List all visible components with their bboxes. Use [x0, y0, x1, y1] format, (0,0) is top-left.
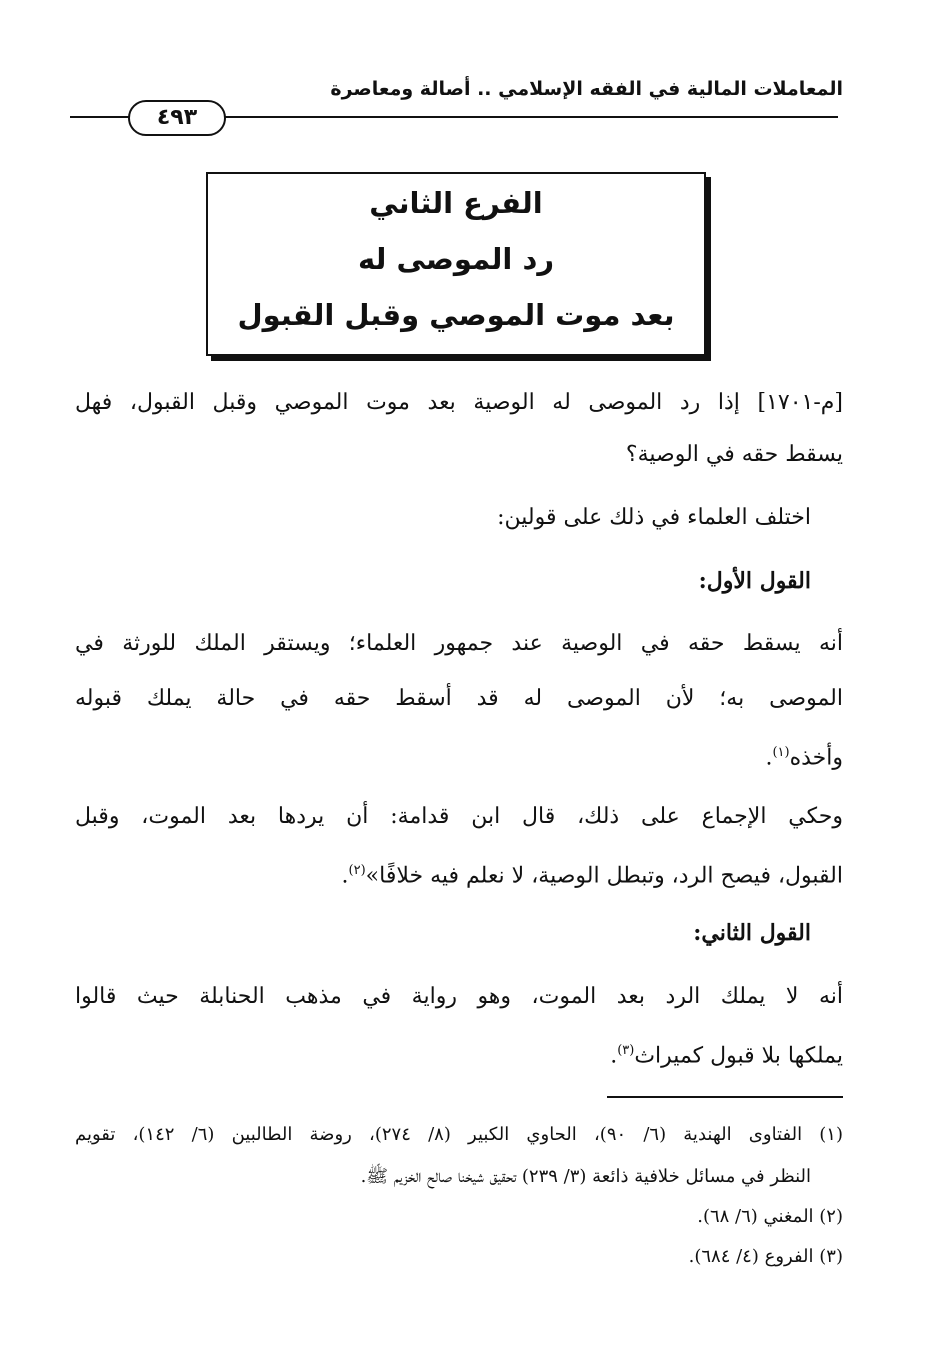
footnote-3: (٣) الفروع (٤/ ٦٨٤). [688, 1246, 843, 1267]
first-opinion-line-2: الموصى به؛ لأن الموصى له قد أسقط حقه في حالة يملك قبوله [75, 686, 843, 711]
section-title-line-1: الفرع الثاني [369, 186, 543, 220]
first-opinion-text-end: وأخذه [789, 745, 843, 771]
question-line-2: يسقط حقه في الوصية؟ [625, 442, 843, 467]
second-opinion-text-end: يملكها بلا قبول كميراث [634, 1043, 843, 1069]
ijma-line-1: وحكي الإجماع على ذلك، قال ابن قدامة: أن يردها بعد الموت، وقبل [75, 804, 843, 829]
second-opinion-line-1: أنه لا يملك الرد بعد الموت، وهو رواية في مذهب الحنابلة حيث قالوا [75, 984, 843, 1009]
ijma-period: . [341, 863, 349, 889]
second-opinion-heading: القول الثاني: [693, 920, 811, 946]
section-title-line-2: رد الموصى له [357, 242, 555, 276]
first-opinion-line-3 [75, 738, 843, 773]
first-opinion-heading: القول الأول: [698, 568, 811, 594]
first-opinion-period: . [765, 745, 773, 771]
ijma-quote-end: القبول، فيصح الرد، وتبطل الوصية، لا نعلم فيه خلافًا» [365, 863, 843, 889]
section-title-box [206, 172, 706, 356]
first-opinion-line-1: أنه يسقط حقه في الوصية عند جمهور العلماء؛ ويستقر الملك للورثة في [75, 631, 843, 656]
intro-paragraph: اختلف العلماء في ذلك على قولين: [497, 505, 811, 530]
second-opinion-period: . [610, 1043, 618, 1069]
footnote-1-line-1: (١) الفتاوى الهندية (٦/ ٩٠)، الحاوي الكبير (٨/ ٢٧٤)، روضة الطالبين (٦/ ١٤٢)، تقويم [75, 1124, 843, 1145]
footnote-ref-3: (٣) [617, 1043, 635, 1058]
running-header-title: المعاملات المالية في الفقه الإسلامي .. أصالة ومعاصرة [330, 78, 843, 100]
footnote-2: (٢) المغني (٦/ ٦٨). [697, 1206, 843, 1227]
second-opinion-line-2 [75, 1036, 843, 1071]
footnote-ref-1: (١) [772, 745, 790, 760]
section-title-line-3: بعد موت الموصي وقبل القبول [237, 298, 675, 332]
footnote-1-line-2: النظر في مسائل خلافية ذائعة (٣/ ٢٣٩) تحقيق شيخنا صالح الخزيم ﷺ. [360, 1166, 811, 1187]
ijma-line-2 [75, 856, 843, 891]
page-number: ٤٩٣ [128, 100, 226, 136]
footnote-separator [607, 1096, 843, 1098]
question-line-1: [م-١٧٠١] إذا رد الموصى له الوصية بعد موت الموصي وقبل القبول، فهل [75, 390, 843, 415]
footnote-ref-2: (٢) [348, 863, 366, 878]
